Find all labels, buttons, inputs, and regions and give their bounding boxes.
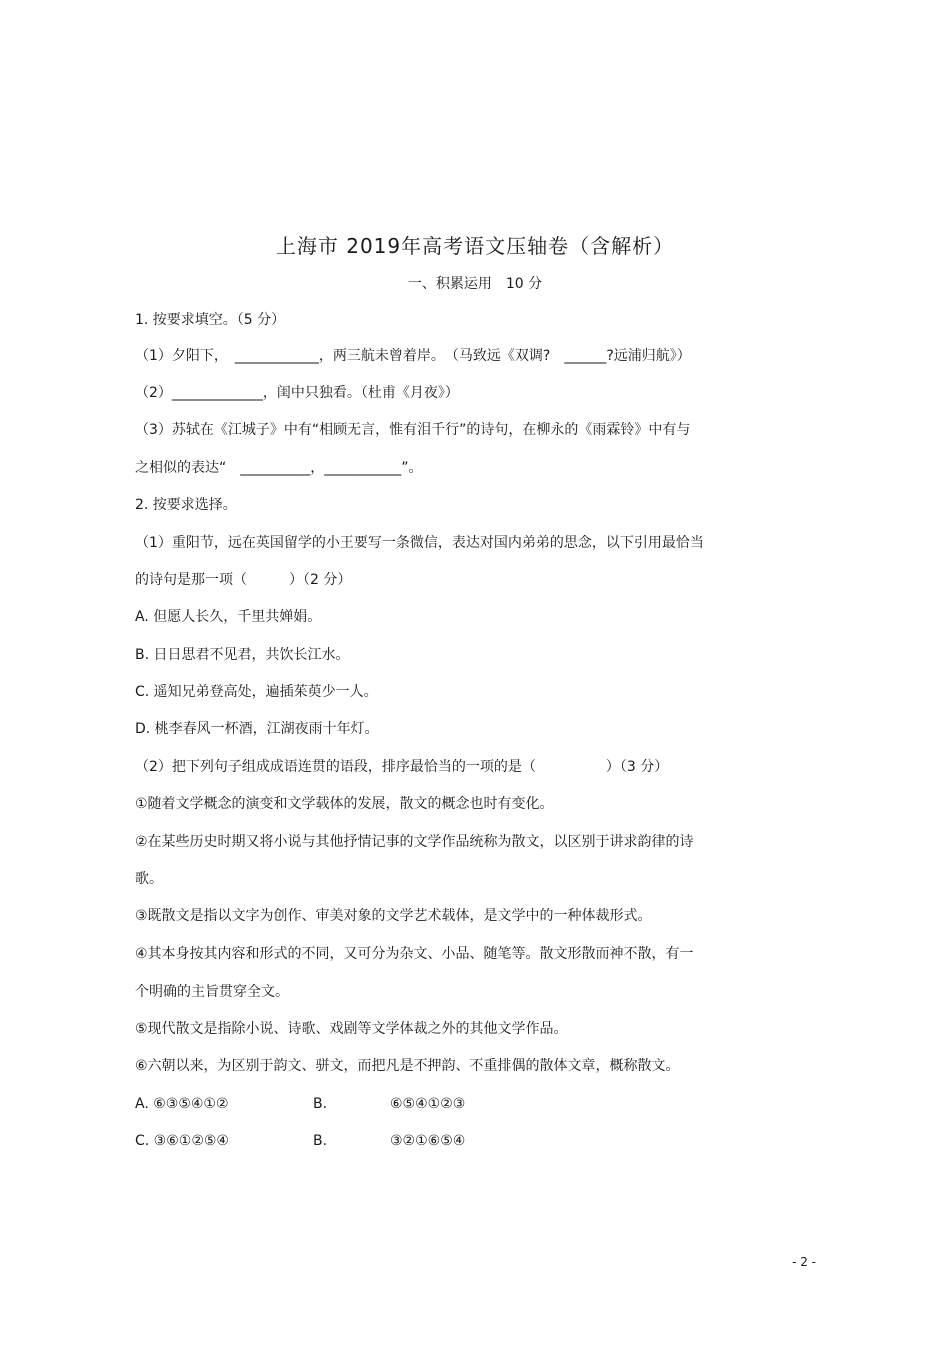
sentence-6: ⑥六朝以来，为区别于韵文、骈文，而把凡是不押韵、不重排偶的散体文章，概称散文。 (135, 1058, 680, 1074)
answer-option-c: C. ③⑥①②⑤④ (135, 1133, 229, 1149)
question-2-part-1-cont: 的诗句是那一项（ ）（2 分） (135, 572, 352, 588)
document-title: 上海市 2019年高考语文压轴卷（含解析） (275, 234, 675, 258)
option-c: C. 遥知兄弟登高处，遍插茱萸少一人。 (135, 684, 378, 700)
answer-option-d-letter: B. (313, 1133, 328, 1149)
sentence-5: ⑤现代散文是指除小说、诗歌、戏剧等文学体裁之外的其他文学作品。 (135, 1021, 568, 1037)
page-number: - 2 - (792, 1255, 816, 1269)
section-heading: 一、积累运用 10 分 (407, 276, 543, 292)
question-1: 1. 按要求填空。（5 分） (135, 312, 286, 328)
sentence-2-cont: 歌。 (135, 871, 163, 887)
sentence-4: ④其本身按其内容和形式的不同，又可分为杂文、小品、随笔等。散文形散而神不散，有一 (135, 946, 694, 962)
option-b: B. 日日思君不见君，共饮长江水。 (135, 647, 350, 663)
sentence-2: ②在某些历史时期又将小说与其他抒情记事的文学作品统称为散文，以区别于讲求韵律的诗 (135, 834, 694, 850)
question-2-part-1: （1）重阳节，远在英国留学的小王要写一条微信，表达对国内弟弟的思念，以下引用最恰当 (135, 535, 704, 551)
question-2: 2. 按要求选择。 (135, 497, 237, 513)
question-1-part-1: （1）夕阳下， ____________，两三航未曾着岸。 （马致远《双调? ______?远浦归航》） (135, 348, 691, 364)
answer-option-d-value: ③②①⑥⑤④ (390, 1133, 466, 1149)
question-2-part-2: （2）把下列句子组成成语连贯的语段，排序最恰当的一项的是（ ）（3 分） (135, 759, 669, 775)
sentence-4-cont: 个明确的主旨贯穿全文。 (135, 984, 289, 1000)
question-1-part-3: （3）苏轼在《江城子》中有“相顾无言，惟有泪千行”的诗句，在柳永的《雨霖铃》中有与 (135, 422, 691, 438)
sentence-3: ③既散文是指以文字为创作、审美对象的文学艺术载体，是文学中的一种体裁形式。 (135, 908, 652, 924)
question-1-part-3-cont: 之相似的表达“ __________，___________”。 (135, 460, 423, 476)
answer-option-b-value: ⑥⑤④①②③ (390, 1096, 466, 1112)
question-1-part-2: （2）_____________，闺中只独看。（杜甫《月夜》） (135, 385, 459, 401)
sentence-1: ①随着文学概念的演变和文学载体的发展，散文的概念也时有变化。 (135, 796, 554, 812)
option-a: A. 但愿人长久，千里共婵娟。 (135, 609, 322, 625)
answer-option-b-letter: B. (313, 1096, 328, 1112)
option-d: D. 桃李春风一杯酒，江湖夜雨十年灯。 (135, 721, 379, 737)
answer-option-a: A. ⑥③⑤④①② (135, 1096, 229, 1112)
